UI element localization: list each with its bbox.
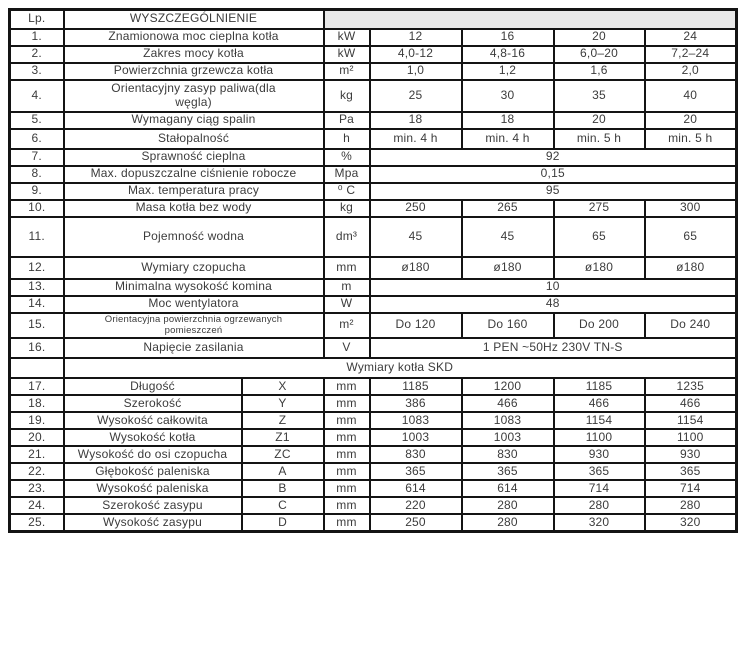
lp-cell: 22. (10, 463, 64, 480)
value-cell: 35 (554, 80, 645, 112)
value-cell: 1154 (645, 412, 737, 429)
value-cell: 280 (462, 514, 554, 531)
value-cell: 1100 (645, 429, 737, 446)
header-lp-cell: Lp. (10, 10, 64, 29)
value-cell: 24 (645, 29, 737, 46)
dimension-symbol-cell: Z1 (242, 429, 324, 446)
label-cell (64, 313, 324, 339)
dimension-row (10, 463, 737, 480)
dimension-row (10, 514, 737, 531)
unit-cell: m² (324, 63, 370, 80)
label-cell: Moc wentylatora (64, 296, 324, 313)
value-cell: 1185 (370, 378, 462, 395)
value-cell: 1003 (370, 429, 462, 446)
value-cell: 265 (462, 200, 554, 217)
lp-cell: 19. (10, 412, 64, 429)
table-row (10, 149, 737, 166)
value-cell: 95 (370, 183, 737, 200)
label-cell: Max. temperatura pracy (64, 183, 324, 200)
value-cell: 280 (554, 497, 645, 514)
table-row (10, 217, 737, 257)
table-row (10, 46, 737, 63)
value-cell: 280 (462, 497, 554, 514)
lp-cell: 1. (10, 29, 64, 46)
value-cell: 12 (370, 29, 462, 46)
value-cell: min. 5 h (554, 129, 645, 149)
value-cell: 275 (554, 200, 645, 217)
value-cell: min. 5 h (645, 129, 737, 149)
label-cell: Zakres mocy kotła (64, 46, 324, 63)
lp-cell: 25. (10, 514, 64, 531)
value-cell: 280 (645, 497, 737, 514)
value-cell: ø180 (645, 257, 737, 279)
lp-cell: 7. (10, 149, 64, 166)
value-cell: 16 (462, 29, 554, 46)
dimension-label-cell: Wysokość paleniska (64, 480, 242, 497)
value-cell: min. 4 h (462, 129, 554, 149)
unit-cell: mm (324, 395, 370, 412)
unit-cell: W (324, 296, 370, 313)
lp-cell: 10. (10, 200, 64, 217)
unit-cell: mm (324, 257, 370, 279)
dimension-label-cell: Szerokość (64, 395, 242, 412)
value-cell: 614 (462, 480, 554, 497)
table-row (10, 296, 737, 313)
value-cell: 250 (370, 514, 462, 531)
value-cell: 7,2–24 (645, 46, 737, 63)
value-cell: 65 (645, 217, 737, 257)
value-cell: Do 240 (645, 313, 737, 339)
value-cell: 714 (645, 480, 737, 497)
value-cell: 40 (645, 80, 737, 112)
value-cell: 1,0 (370, 63, 462, 80)
value-cell: 6,0–20 (554, 46, 645, 63)
lp-cell: 17. (10, 378, 64, 395)
value-cell: 20 (554, 29, 645, 46)
value-cell: ø180 (554, 257, 645, 279)
value-cell: 466 (462, 395, 554, 412)
value-cell: 830 (370, 446, 462, 463)
dimension-row (10, 412, 737, 429)
unit-cell: ⁰ C (324, 183, 370, 200)
value-cell: 30 (462, 80, 554, 112)
lp-cell: 15. (10, 313, 64, 339)
lp-cell: 9. (10, 183, 64, 200)
value-cell: 320 (554, 514, 645, 531)
label-cell: Znamionowa moc cieplna kotła (64, 29, 324, 46)
unit-cell: mm (324, 429, 370, 446)
unit-cell: kW (324, 46, 370, 63)
table-row (10, 257, 737, 279)
value-cell: 830 (462, 446, 554, 463)
value-cell: Do 200 (554, 313, 645, 339)
unit-cell: mm (324, 480, 370, 497)
lp-cell: 2. (10, 46, 64, 63)
label-cell: Napięcie zasilania (64, 338, 324, 358)
dimension-row (10, 480, 737, 497)
value-cell: 1235 (645, 378, 737, 395)
table-row (10, 183, 737, 200)
value-cell: 1003 (462, 429, 554, 446)
table-row (10, 279, 737, 296)
label-cell: Wymiary czopucha (64, 257, 324, 279)
label-cell: Minimalna wysokość komina (64, 279, 324, 296)
table-header-row (10, 10, 737, 29)
dimension-symbol-cell: X (242, 378, 324, 395)
value-cell: 1083 (462, 412, 554, 429)
table-row (10, 63, 737, 80)
lp-cell: 3. (10, 63, 64, 80)
value-cell: 1154 (554, 412, 645, 429)
header-models-cell (324, 10, 737, 29)
table-row (10, 129, 737, 149)
value-cell: 48 (370, 296, 737, 313)
dimension-row (10, 446, 737, 463)
lp-cell: 11. (10, 217, 64, 257)
table-row (10, 338, 737, 358)
unit-cell: mm (324, 446, 370, 463)
label-cell (64, 80, 324, 112)
value-cell: 45 (370, 217, 462, 257)
label-cell: Max. dopuszczalne ciśnienie robocze (64, 166, 324, 183)
table-row (10, 112, 737, 129)
header-name-cell: WYSZCZEGÓLNIENIE (64, 10, 324, 29)
value-cell: 92 (370, 149, 737, 166)
unit-cell: mm (324, 463, 370, 480)
table-row (10, 200, 737, 217)
lp-cell: 14. (10, 296, 64, 313)
value-cell: 365 (645, 463, 737, 480)
unit-cell: mm (324, 497, 370, 514)
value-cell: 20 (645, 112, 737, 129)
dimension-label-cell: Wysokość do osi czopucha (64, 446, 242, 463)
dimension-label-cell: Wysokość kotła (64, 429, 242, 446)
value-cell: Do 160 (462, 313, 554, 339)
lp-cell: 4. (10, 80, 64, 112)
value-cell: 466 (554, 395, 645, 412)
table-row (10, 29, 737, 46)
dimension-label-cell: Wysokość zasypu (64, 514, 242, 531)
lp-cell: 8. (10, 166, 64, 183)
value-cell: 4,0-12 (370, 46, 462, 63)
unit-cell: m (324, 279, 370, 296)
dimension-symbol-cell: B (242, 480, 324, 497)
value-cell: ø180 (462, 257, 554, 279)
unit-cell: mm (324, 514, 370, 531)
dimension-symbol-cell: Y (242, 395, 324, 412)
label-cell: Powierzchnia grzewcza kotła (64, 63, 324, 80)
section-header-row (10, 358, 737, 378)
dimension-row (10, 378, 737, 395)
value-cell: 18 (370, 112, 462, 129)
value-cell: 614 (370, 480, 462, 497)
lp-cell: 21. (10, 446, 64, 463)
value-cell: 65 (554, 217, 645, 257)
value-cell: 320 (645, 514, 737, 531)
boiler-spec-table (8, 8, 738, 533)
lp-cell: 16. (10, 338, 64, 358)
dimension-label-cell: Głębokość paleniska (64, 463, 242, 480)
label-text: Orientacyjny zasyp paliwa(dla węgla) (111, 80, 276, 109)
value-cell: 365 (370, 463, 462, 480)
table-row (10, 80, 737, 112)
label-cell: Masa kotła bez wody (64, 200, 324, 217)
lp-cell: 5. (10, 112, 64, 129)
lp-cell: 6. (10, 129, 64, 149)
value-cell: 930 (645, 446, 737, 463)
lp-cell: 20. (10, 429, 64, 446)
dimension-symbol-cell: C (242, 497, 324, 514)
unit-cell: mm (324, 378, 370, 395)
lp-cell: 24. (10, 497, 64, 514)
dimension-row (10, 497, 737, 514)
dimension-symbol-cell: Z (242, 412, 324, 429)
label-cell: Sprawność cieplna (64, 149, 324, 166)
unit-cell: kg (324, 200, 370, 217)
value-cell: 220 (370, 497, 462, 514)
dimension-label-cell: Wysokość całkowita (64, 412, 242, 429)
value-cell: 466 (645, 395, 737, 412)
section-lp-cell (10, 358, 64, 378)
value-cell: 4,8-16 (462, 46, 554, 63)
dimension-row (10, 429, 737, 446)
label-cell: Pojemność wodna (64, 217, 324, 257)
value-cell: 45 (462, 217, 554, 257)
dimension-label-cell: Szerokość zasypu (64, 497, 242, 514)
value-cell: 1,2 (462, 63, 554, 80)
value-cell: 386 (370, 395, 462, 412)
value-cell: 365 (554, 463, 645, 480)
dimension-label-cell: Długość (64, 378, 242, 395)
unit-cell: kg (324, 80, 370, 112)
unit-cell: kW (324, 29, 370, 46)
value-cell: 20 (554, 112, 645, 129)
label-text: Orientacyjna powierzchnia ogrzewanych pomieszczeń (104, 313, 283, 337)
dimension-symbol-cell: D (242, 514, 324, 531)
value-cell: 18 (462, 112, 554, 129)
value-cell: 25 (370, 80, 462, 112)
value-cell: 930 (554, 446, 645, 463)
unit-cell: mm (324, 412, 370, 429)
unit-cell: dm³ (324, 217, 370, 257)
section-title-cell: Wymiary kotła SKD (64, 358, 737, 378)
lp-cell: 13. (10, 279, 64, 296)
value-cell: 365 (462, 463, 554, 480)
value-cell: min. 4 h (370, 129, 462, 149)
unit-cell: Pa (324, 112, 370, 129)
value-cell: 1185 (554, 378, 645, 395)
table-row (10, 313, 737, 339)
value-cell: 714 (554, 480, 645, 497)
lp-cell: 18. (10, 395, 64, 412)
value-cell: 0,15 (370, 166, 737, 183)
value-cell: 2,0 (645, 63, 737, 80)
table-body (10, 10, 737, 532)
value-cell: 250 (370, 200, 462, 217)
dimension-row (10, 395, 737, 412)
unit-cell: Mpa (324, 166, 370, 183)
dimension-symbol-cell: A (242, 463, 324, 480)
value-cell: ø180 (370, 257, 462, 279)
dimension-symbol-cell: ZC (242, 446, 324, 463)
unit-cell: h (324, 129, 370, 149)
value-cell: 1,6 (554, 63, 645, 80)
table-row (10, 166, 737, 183)
unit-cell: V (324, 338, 370, 358)
value-cell: 10 (370, 279, 737, 296)
unit-cell: % (324, 149, 370, 166)
value-cell: 1083 (370, 412, 462, 429)
value-cell: Do 120 (370, 313, 462, 339)
value-cell: 300 (645, 200, 737, 217)
label-cell: Wymagany ciąg spalin (64, 112, 324, 129)
lp-cell: 23. (10, 480, 64, 497)
unit-cell: m² (324, 313, 370, 339)
value-cell: 1200 (462, 378, 554, 395)
value-cell: 1 PEN ~50Hz 230V TN-S (370, 338, 737, 358)
label-cell: Stałopalność (64, 129, 324, 149)
lp-cell: 12. (10, 257, 64, 279)
value-cell: 1100 (554, 429, 645, 446)
